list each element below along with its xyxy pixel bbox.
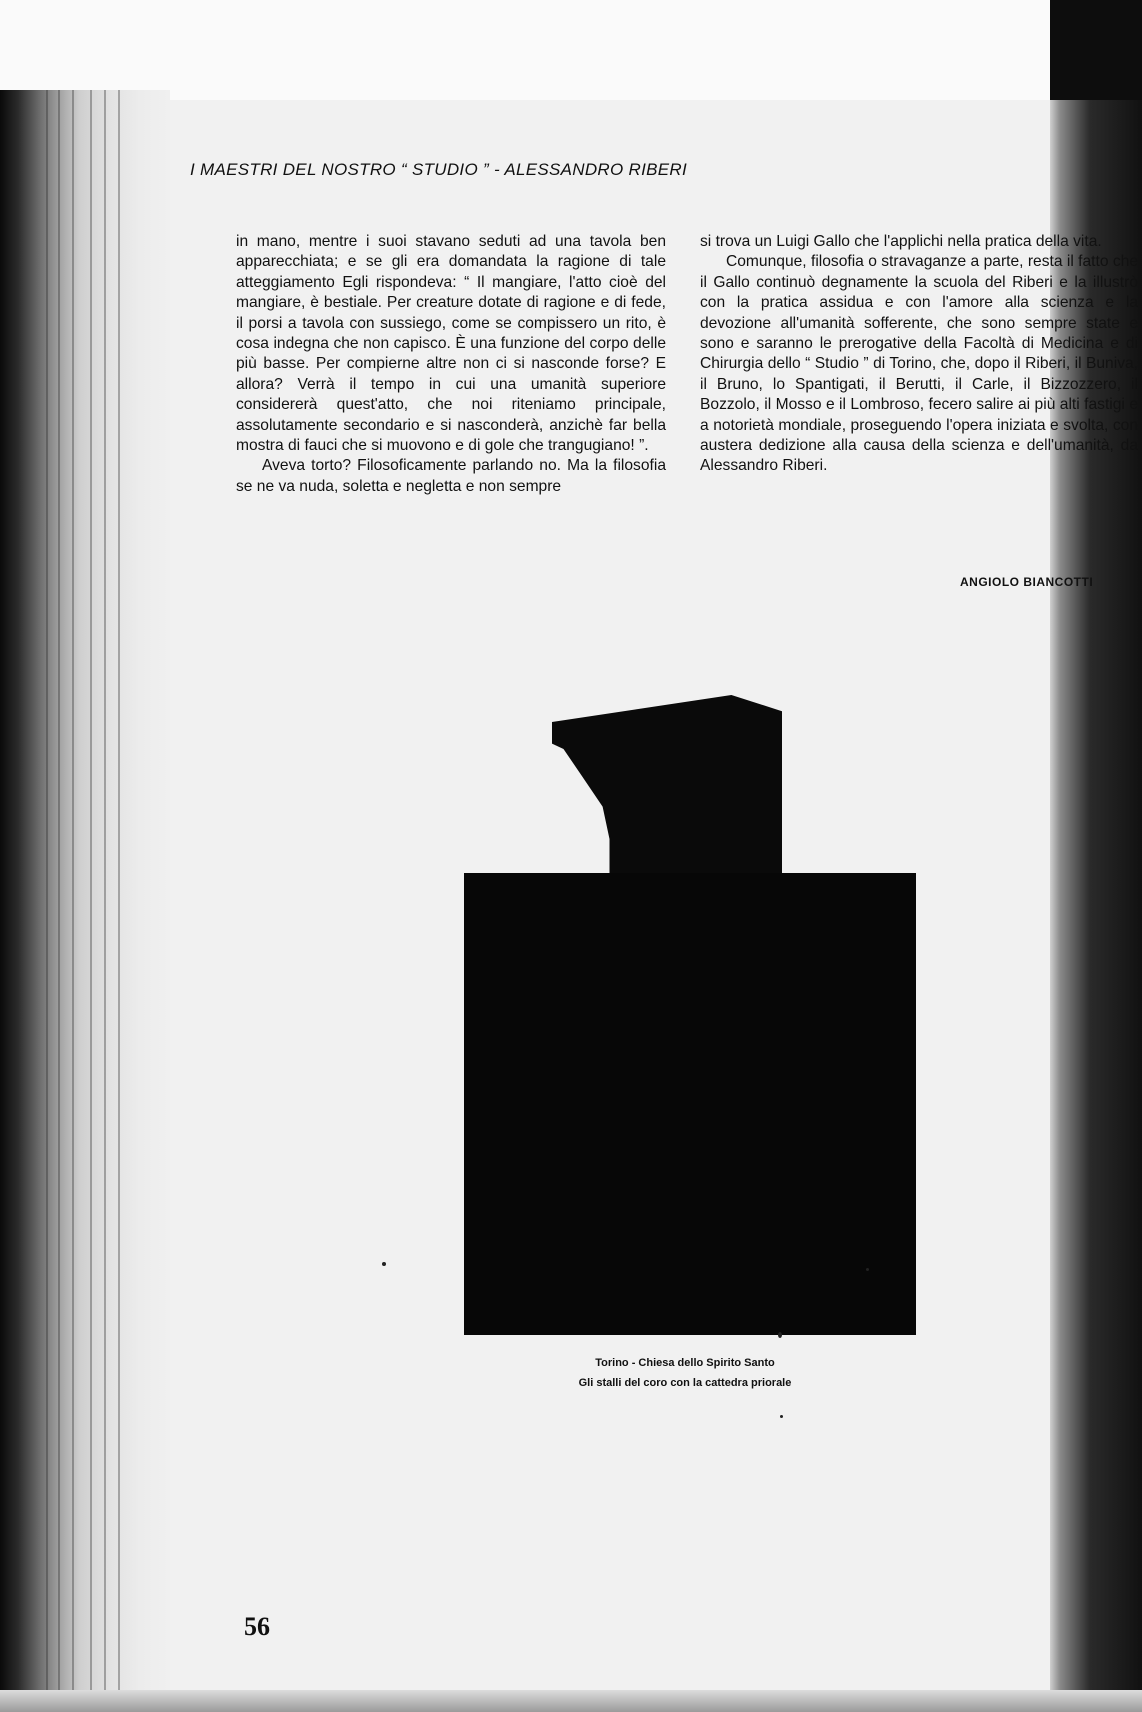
- paragraph: si trova un Luigi Gallo che l'applichi nella pratica della vita.: [700, 233, 1102, 250]
- cathedra-canopy: [552, 695, 782, 875]
- text-column-left: [236, 232, 666, 497]
- author-signature: ANGIOLO BIANCOTTI: [960, 575, 1094, 589]
- text-column-right: [700, 232, 1138, 477]
- scan-bottom-edge: [0, 1690, 1142, 1712]
- photo-body: [464, 873, 916, 1335]
- page-number: 56: [244, 1612, 270, 1641]
- paragraph: Aveva torto? Filosoficamente parlando no. Ma la filosofia se ne va nuda, soletta e negletta e non sempre: [236, 457, 666, 495]
- caption-line: Torino - Chiesa dello Spirito Santo: [595, 1357, 775, 1369]
- running-head: I MAESTRI DEL NOSTRO “ STUDIO ” - ALESSANDRO RIBERI: [190, 160, 688, 179]
- paragraph: in mano, mentre i suoi stavano seduti ad una tavola ben apparecchiata; e se gli era domandata la ragione di tale atteggiamento Egli rispondeva: “ Il mangiare, l'atto cioè del mangiare, è bestiale. Per creature dotate di ragione e di fede, il porsi a tavola con sussiego, come se compissero un rito, è cosa indegna che non capisco. È una funzione del corpo delle più basse. Per compierne altre non ci si nasconde forse? E allora? Verrà il tempo in cui una umanità superiore considererà quest'atto, che noi riteniamo principale, assolutamente secondario e si nasconderà, anzichè far bella mostra di fauci che si muovono e di gole che trangugiano! ”.: [236, 233, 666, 455]
- choir-stalls-photo: [460, 695, 920, 1340]
- scan-top-margin: [0, 0, 1050, 100]
- paragraph: Comunque, filosofia o stravaganze a parte, resta il fatto che il Gallo continuò degnamente la scuola del Riberi e la illustrò con la pratica assidua e con l'amore alla scienza e la devozione all'umanità sofferente, che sono sempre state e sono e saranno le prerogative della Facoltà di Medicina e di Chirurgia dello “ Studio ” di Torino, che, dopo il Riberi, il Buniva, il Bruno, lo Spantigati, il Berutti, il Carle, il Bizzozzero, il Bozzolo, il Mosso e il Lombroso, fecero salire ai più alti fastigi e a notorietà mondiale, proseguendo l'opera iniziata e svolta, con austera dedizione alla causa della scienza e dell'umanità, da Alessandro Riberi.: [700, 253, 1138, 475]
- book-binding: [0, 90, 170, 1712]
- scan-right-corner: [1050, 0, 1142, 100]
- photo-caption: [520, 1353, 850, 1393]
- caption-line: Gli stalli del coro con la cattedra priorale: [578, 1377, 792, 1389]
